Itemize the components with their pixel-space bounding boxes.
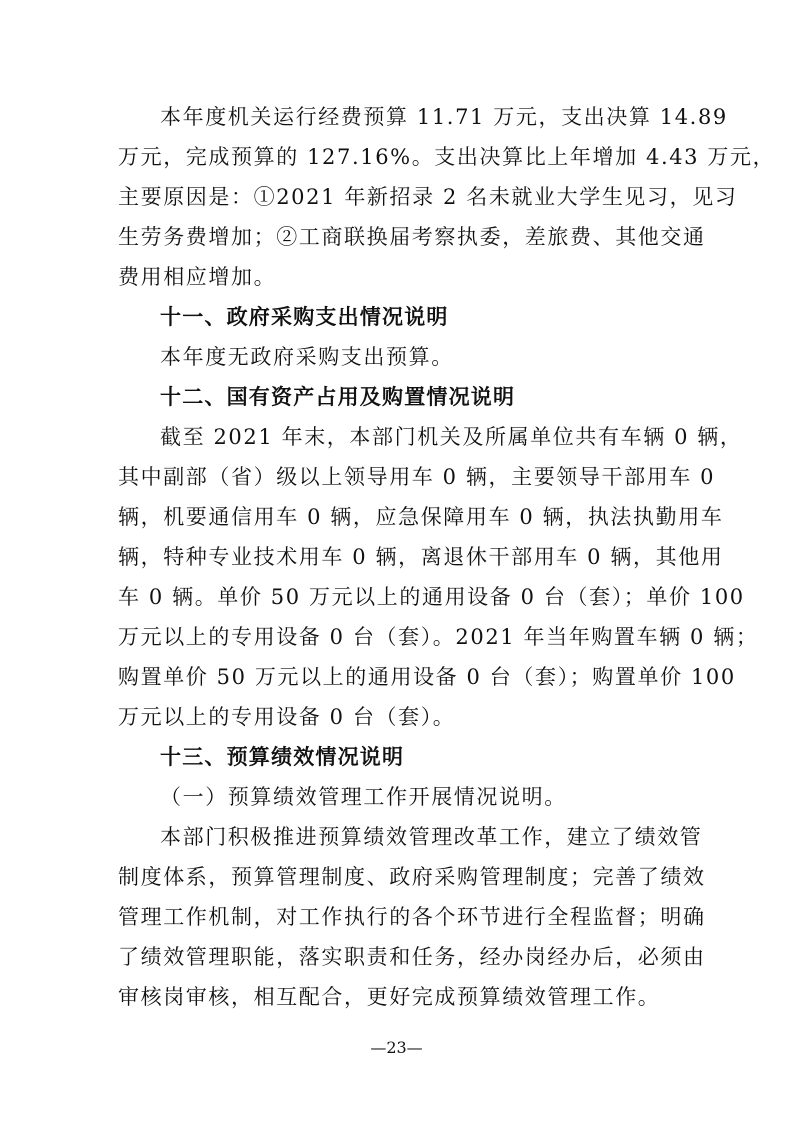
paragraph-line: 辆，特种专业技术用车 0 辆，离退休干部用车 0 辆，其他用 (118, 545, 724, 569)
paragraph-line: 购置单价 50 万元以上的通用设备 0 台（套）；购置单价 100 (118, 665, 736, 689)
paragraph-line: 制度体系，预算管理制度、政府采购管理制度；完善了绩效 (118, 865, 706, 889)
paragraph-line: 审核岗审核，相互配合，更好完成预算绩效管理工作。 (118, 985, 661, 1009)
section-heading: 十三、预算绩效情况说明 (160, 745, 405, 769)
paragraph-line: 费用相应增加。 (118, 265, 277, 289)
paragraph-line: 万元，完成预算的 127.16%。支出决算比上年增加 4.43 万元， (118, 145, 776, 169)
section-heading: 十一、政府采购支出情况说明 (160, 305, 449, 329)
paragraph-line: 了绩效管理职能，落实职责和任务，经办岗经办后，必须由 (118, 945, 706, 969)
paragraph-line: 本部门积极推进预算绩效管理改革工作，建立了绩效管 (160, 825, 703, 849)
page-number: —23— (370, 1038, 423, 1057)
paragraph-line: 主要原因是：①2021 年新招录 2 名未就业大学生见习，见习 (118, 185, 738, 209)
paragraph-line: 生劳务费增加；②工商联换届考察执委，差旅费、其他交通 (118, 225, 706, 249)
subsection-heading: （一）预算绩效管理工作开展情况说明。 (160, 785, 567, 809)
paragraph-line: 万元以上的专用设备 0 台（套）。2021 年当年购置车辆 0 辆； (118, 625, 759, 649)
section-heading: 十二、国有资产占用及购置情况说明 (160, 385, 516, 409)
paragraph-line: 辆，机要通信用车 0 辆，应急保障用车 0 辆，执法执勤用车 (118, 505, 724, 529)
paragraph-line: 管理工作机制，对工作执行的各个环节进行全程监督；明确 (118, 905, 706, 929)
paragraph-line: 万元以上的专用设备 0 台（套）。 (118, 705, 456, 729)
paragraph-line: 本年度机关运行经费预算 11.71 万元，支出决算 14.89 (160, 105, 728, 129)
paragraph-line: 车 0 辆。单价 50 万元以上的通用设备 0 台（套）；单价 100 (118, 585, 745, 609)
paragraph-line: 其中副部（省）级以上领导用车 0 辆，主要领导干部用车 0 (118, 465, 716, 489)
paragraph-line: 截至 2021 年末，本部门机关及所属单位共有车辆 0 辆， (160, 425, 743, 449)
paragraph-line: 本年度无政府采购支出预算。 (160, 345, 454, 369)
